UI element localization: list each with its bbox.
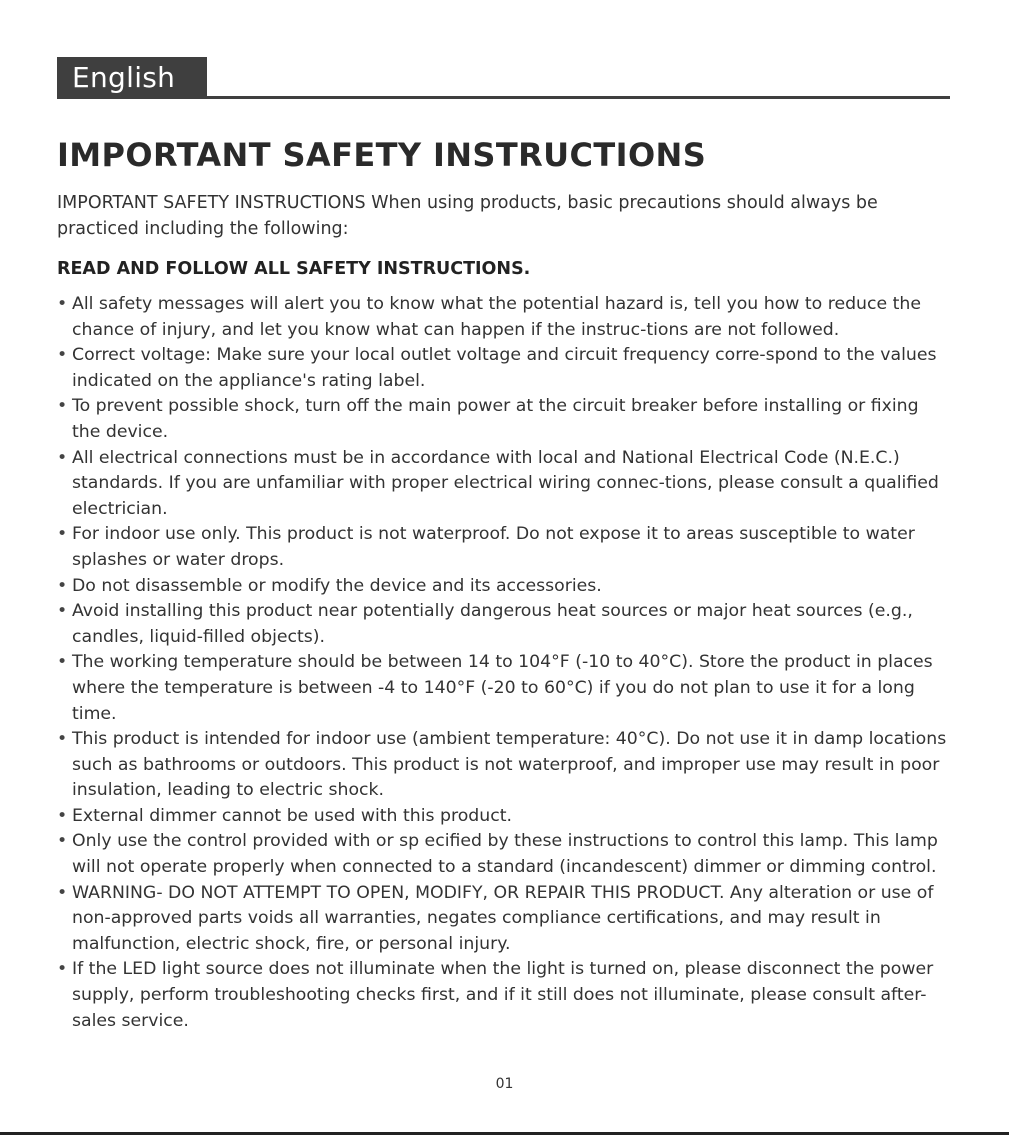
intro-paragraph: IMPORTANT SAFETY INSTRUCTIONS When using products, basic precautions should always be practiced including the following:	[57, 193, 878, 239]
bullet-item: • External dimmer cannot be used with this product.	[57, 804, 950, 830]
bullet-item: • This product is intended for indoor use (ambient temperature: 40°C). Do not use it in damp locations such as bathrooms or outdoors. This product is not waterproof, and improper use may result in poor insulation, leading to electric shock.	[57, 727, 950, 804]
bullet-item: • Only use the control provided with or sp ecified by these instructions to control this lamp. This lamp will not operate properly when connected to a standard (incandescent) dimmer or dimming control.	[57, 829, 950, 880]
bullet-item: • Correct voltage: Make sure your local outlet voltage and circuit frequency corre-spond to the values indicated on the appliance's rating label.	[57, 343, 950, 394]
bullet-item: • The working temperature should be between 14 to 104°F (-10 to 40°C). Store the product in places where the temperature is between -4 to 140°F (-20 to 60°C) if you do not plan to use it for a long time.	[57, 650, 950, 727]
section-subheading: READ AND FOLLOW ALL SAFETY INSTRUCTIONS.	[57, 259, 531, 279]
bullet-item: • If the LED light source does not illuminate when the light is turned on, please disconnect the power supply, perform troubleshooting checks first, and if it still does not illuminate, please consult after-sales service.	[57, 957, 950, 1034]
language-header	[57, 57, 950, 99]
header-rule	[207, 96, 950, 99]
bullet-item: • All safety messages will alert you to know what the potential hazard is, tell you how to reduce the chance of injury, and let you know what can happen if the instruc-tions are not followed.	[57, 292, 950, 343]
bullet-item: • Avoid installing this product near potentially dangerous heat sources or major heat sources (e.g., candles, liquid-filled objects).	[57, 599, 950, 650]
bullet-item: • Do not disassemble or modify the device and its accessories.	[57, 574, 950, 600]
safety-bullet-list	[57, 292, 950, 1034]
page-number: 01	[495, 1076, 514, 1092]
bullet-item: • All electrical connections must be in accordance with local and National Electrical Code (N.E.C.) standards. If you are unfamiliar with proper electrical wiring connec-tions, please consult a qualified electrician.	[57, 446, 950, 523]
bullet-item: • For indoor use only. This product is not waterproof. Do not expose it to areas susceptible to water splashes or water drops.	[57, 522, 950, 573]
manual-page	[57, 57, 950, 1034]
bullet-item: • WARNING- DO NOT ATTEMPT TO OPEN, MODIFY, OR REPAIR THIS PRODUCT. Any alteration or use of non-approved parts voids all warranties, negates compliance certifications, and may result in malfunction, electric shock, fire, or personal injury.	[57, 881, 950, 958]
page-title: IMPORTANT SAFETY INSTRUCTIONS	[57, 136, 707, 174]
bullet-item: • To prevent possible shock, turn off the main power at the circuit breaker before installing or fixing the device.	[57, 394, 950, 445]
language-tag: English	[57, 57, 207, 99]
